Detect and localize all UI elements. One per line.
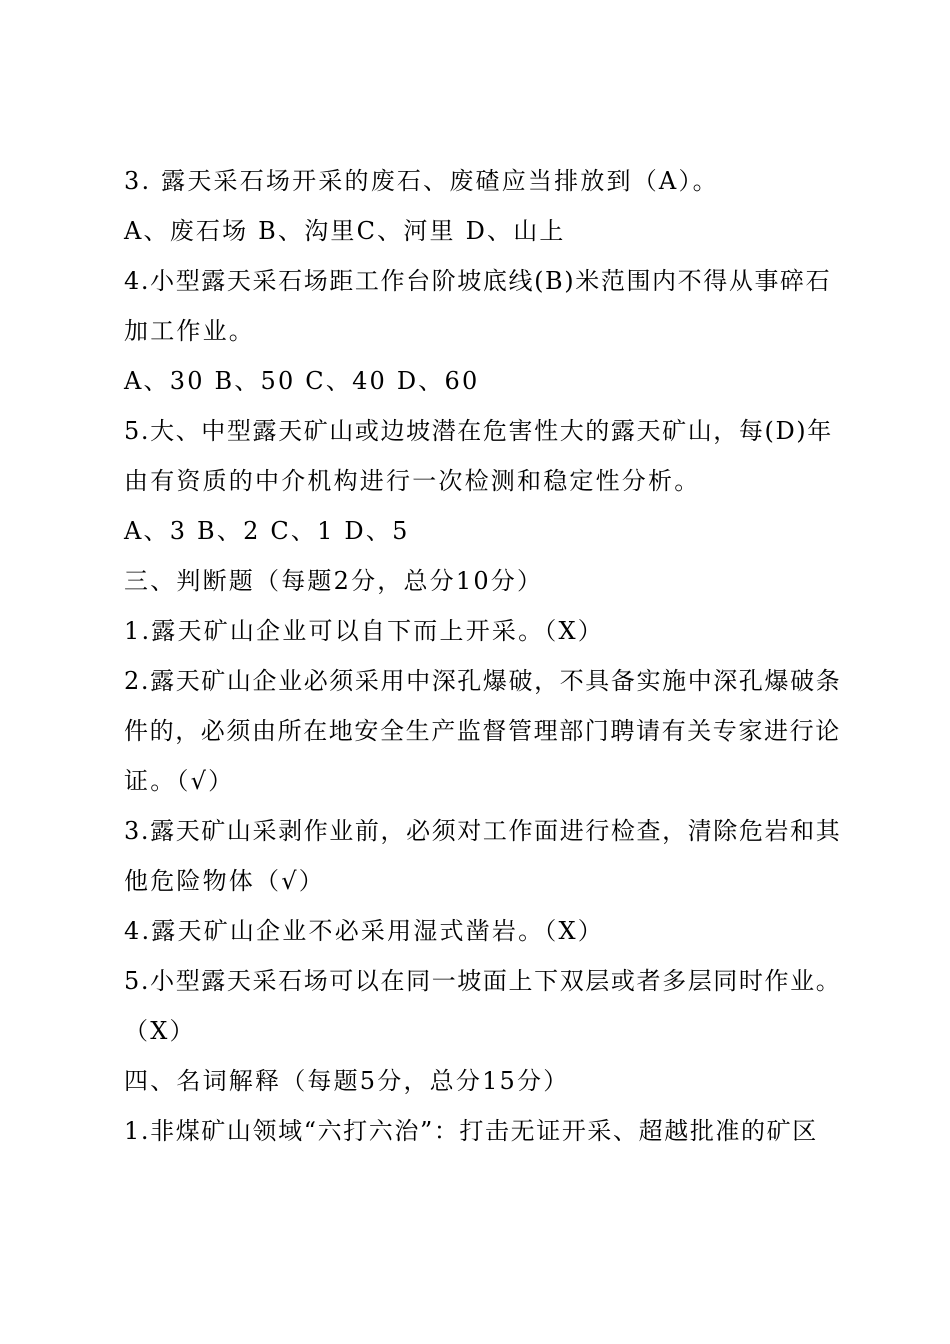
- true-false-2-line-2: 件的，必须由所在地安全生产监督管理部门聘请有关专家进行论: [124, 717, 841, 745]
- question-4-options: A、30 B、50 C、40 D、60: [124, 367, 480, 395]
- question-3-options: A、废石场 B、沟里C、河里 D、山上: [124, 217, 566, 245]
- section-terms-heading: 四、名词解释（每题5分，总分15分）: [124, 1067, 570, 1095]
- true-false-3-line-1: 3.露天矿山采剥作业前，必须对工作面进行检查，清除危岩和其: [124, 817, 842, 845]
- question-5-options: A、3 B、2 C、1 D、5: [124, 517, 410, 545]
- question-5-choice-line-2: 由有资质的中介机构进行一次检测和稳定性分析。: [124, 467, 701, 495]
- question-5-choice-line-1: 5.大、中型露天矿山或边坡潜在危害性大的露天矿山，每(D)年: [124, 417, 833, 445]
- true-false-4: 4.露天矿山企业不必采用湿式凿岩。（X）: [124, 917, 604, 945]
- document-body: [124, 156, 844, 1156]
- question-4-choice-line-2: 加工作业。: [124, 317, 255, 345]
- question-3-choice: 3. 露天采石场开采的废石、废碴应当排放到（A）。: [124, 167, 719, 195]
- question-4-choice-line-1: 4.小型露天采石场距工作台阶坡底线(B)米范围内不得从事碎石: [124, 267, 832, 295]
- true-false-3-line-2: 他危险物体（√）: [124, 867, 325, 895]
- true-false-2-line-1: 2.露天矿山企业必须采用中深孔爆破，不具备实施中深孔爆破条: [124, 667, 842, 695]
- true-false-5-line-2: （X）: [124, 1017, 196, 1045]
- term-1-line-1: 1.非煤矿山领域“六打六治”：打击无证开采、超越批准的矿区: [124, 1117, 818, 1145]
- true-false-5-line-1: 5.小型露天采石场可以在同一坡面上下双层或者多层同时作业。: [124, 967, 842, 995]
- section-true-false-heading: 三、判断题（每题2分，总分10分）: [124, 567, 544, 595]
- true-false-2-line-3: 证。（√）: [124, 767, 235, 795]
- true-false-1: 1.露天矿山企业可以自下而上开采。（X）: [124, 617, 604, 645]
